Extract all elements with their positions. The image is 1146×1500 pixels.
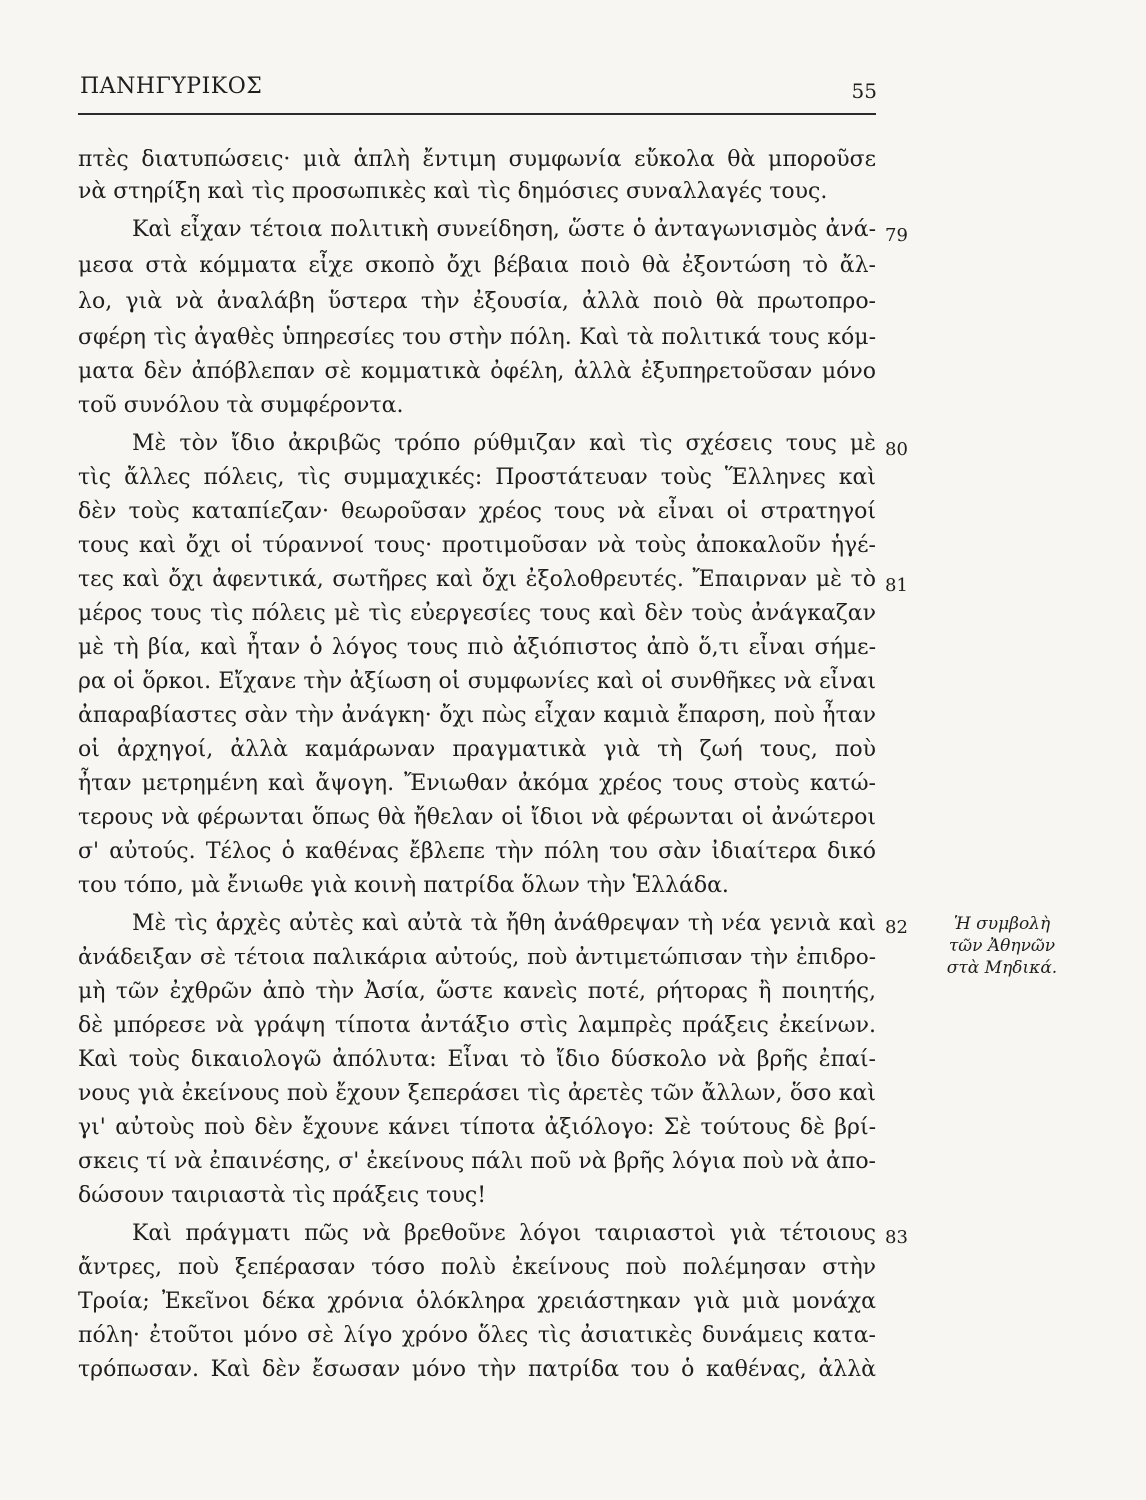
text-line: Καὶ τοὺς δικαιολογῶ ἀπόλυτα: Εἶναι τὸ ἴδιο δύσκολο νὰ βρῆς ἐπαί- [78,1047,876,1072]
text-line: τες καὶ ὄχι ἀφεντικά, σωτῆρες καὶ ὄχι ἐξολοθρευτές. Ἔπαιρναν μὲ τὸ [78,567,876,592]
text-line: Καὶ πράγματι πῶς νὰ βρεθοῦνε λόγοι ταιριαστοὶ γιὰ τέτοιους [132,1221,876,1246]
page-number: 55 [851,79,877,103]
section-number: 81 [885,575,908,596]
text-line: Καὶ εἶχαν τέτοια πολιτικὴ συνείδηση, ὥστε ὁ ἀνταγωνισμὸς ἀνά- [132,217,876,242]
text-line: σκεις τί νὰ ἐπαινέσης, σ' ἐκείνους πάλι ποῦ νὰ βρῆς λόγια ποὺ νὰ ἀπο- [78,1149,876,1174]
text-line: τους καὶ ὄχι οἱ τύραννοί τους· προτιμοῦσαν νὰ τοὺς ἀποκαλοῦν ἡγέ- [78,533,876,558]
text-line: του τόπο, μὰ ἔνιωθε γιὰ κοινὴ πατρίδα ὅλων τὴν Ἑλλάδα. [78,873,729,898]
section-number: 80 [885,439,908,460]
text-line: ἦταν μετρημένη καὶ ἄψογη. Ἔνιωθαν ἀκόμα χρέος τους στοὺς κατώ- [78,771,876,796]
margin-note [922,913,1082,979]
text-line: σ' αὐτούς. Τέλος ὁ καθένας ἔβλεπε τὴν πόλη του σὰν ἰδιαίτερα δικό [78,839,876,864]
text-line: νους γιὰ ἐκείνους ποὺ ἔχουν ξεπεράσει τὶς ἀρετὲς τῶν ἄλλων, ὅσο καὶ [78,1081,876,1106]
text-line: τρόπωσαν. Καὶ δὲν ἔσωσαν μόνο τὴν πατρίδα του ὁ καθένας, ἀλλὰ [78,1357,876,1382]
text-line: δὲν τοὺς καταπίεζαν· θεωροῦσαν χρέος τους νὰ εἶναι οἱ στρατηγοί [78,499,876,524]
text-line: ρα οἱ ὅρκοι. Εἴχανε τὴν ἀξίωση οἱ συμφωνίες καὶ οἱ συνθῆκες νὰ εἶναι [78,669,876,694]
margin-note-line: Ἡ συμβολὴ [953,914,1051,934]
text-line: Τροία; Ἐκεῖνοι δέκα χρόνια ὁλόκληρα χρειάστηκαν γιὰ μιὰ μονάχα [78,1289,876,1314]
text-line: ἄντρες, ποὺ ξεπέρασαν τόσο πολὺ ἐκείνους ποὺ πολέμησαν στὴν [78,1255,876,1280]
text-line: ματα δὲν ἀπόβλεπαν σὲ κομματικὰ ὀφέλη, ἀλλὰ ἐξυπηρετοῦσαν μόνο [78,359,876,384]
text-line: μεσα στὰ κόμματα εἶχε σκοπὸ ὄχι βέβαια ποιὸ θὰ ἐξοντώση τὸ ἄλ- [78,253,876,278]
margin-note-line: στὰ Μηδικά. [946,958,1058,978]
section-number: 82 [885,917,908,938]
text-line: πόλη· ἐτοῦτοι μόνο σὲ λίγο χρόνο ὅλες τὶς ἀσιατικὲς δυνάμεις κατα- [78,1323,876,1348]
text-line: λο, γιὰ νὰ ἀναλάβη ὕστερα τὴν ἐξουσία, ἀλλὰ ποιὸ θὰ πρωτοπρο- [78,289,876,314]
text-line: μὲ τὴ βία, καὶ ἦταν ὁ λόγος τους πιὸ ἀξιόπιστος ἀπὸ ὅ,τι εἶναι σήμε- [78,635,876,660]
text-line: μέρος τους τὶς πόλεις μὲ τὶς εὐεργεσίες τους καὶ δὲν τοὺς ἀνάγκαζαν [78,601,876,626]
text-line: οἱ ἀρχηγοί, ἀλλὰ καμάρωναν πραγματικὰ γιὰ τὴ ζωή τους, ποὺ [78,737,876,762]
section-number: 79 [885,225,908,246]
text-line: μὴ τῶν ἐχθρῶν ἀπὸ τὴν Ἀσία, ὥστε κανεὶς ποτέ, ρήτορας ἢ ποιητής, [78,979,876,1004]
header-rule [78,113,876,115]
text-line: σφέρη τὶς ἀγαθὲς ὑπηρεσίες του στὴν πόλη. Καὶ τὰ πολιτικά τους κόμ- [78,325,876,350]
text-line: Μὲ τὸν ἴδιο ἀκριβῶς τρόπο ρύθμιζαν καὶ τὶς σχέσεις τους μὲ [132,431,876,456]
text-line: τοῦ συνόλου τὰ συμφέροντα. [78,393,404,418]
text-line: ἀνάδειξαν σὲ τέτοια παλικάρια αὐτούς, ποὺ ἀντιμετώπισαν τὴν ἐπιδρο- [78,945,876,970]
text-line: πτὲς διατυπώσεις· μιὰ ἁπλὴ ἔντιμη συμφωνία εὔκολα θὰ μποροῦσε [78,147,876,172]
section-number: 83 [885,1227,908,1248]
text-line: νὰ στηρίξη καὶ τὶς προσωπικὲς καὶ τὶς δημόσιες συναλλαγές τους. [78,179,828,204]
text-line: δὲ μπόρεσε νὰ γράψη τίποτα ἀντάξιο στὶς λαμπρὲς πράξεις ἐκείνων. [78,1013,876,1038]
text-line: Μὲ τὶς ἀρχὲς αὐτὲς καὶ αὐτὰ τὰ ἤθη ἀνάθρεψαν τὴ νέα γενιὰ καὶ [132,911,876,936]
text-line: ἀπαραβίαστες σὰν τὴν ἀνάγκη· ὄχι πὼς εἶχαν καμιὰ ἔπαρση, ποὺ ἦταν [78,703,876,728]
text-line: τὶς ἄλλες πόλεις, τὶς συμμαχικές: Προστάτευαν τοὺς Ἕλληνες καὶ [78,465,876,490]
margin-note-line: τῶν Ἀθηνῶν [948,936,1056,956]
text-line: γι' αὐτοὺς ποὺ δὲν ἔχουνε κάνει τίποτα ἀξιόλογο: Σὲ τούτους δὲ βρί- [78,1115,876,1140]
text-line: δώσουν ταιριαστὰ τὶς πράξεις τους! [78,1183,487,1208]
text-line: τερους νὰ φέρωνται ὅπως θὰ ἤθελαν οἱ ἴδιοι νὰ φέρωνται οἱ ἀνώτεροι [78,805,876,830]
running-title: ΠΑΝΗΓΥΡΙΚΟΣ [80,74,263,99]
